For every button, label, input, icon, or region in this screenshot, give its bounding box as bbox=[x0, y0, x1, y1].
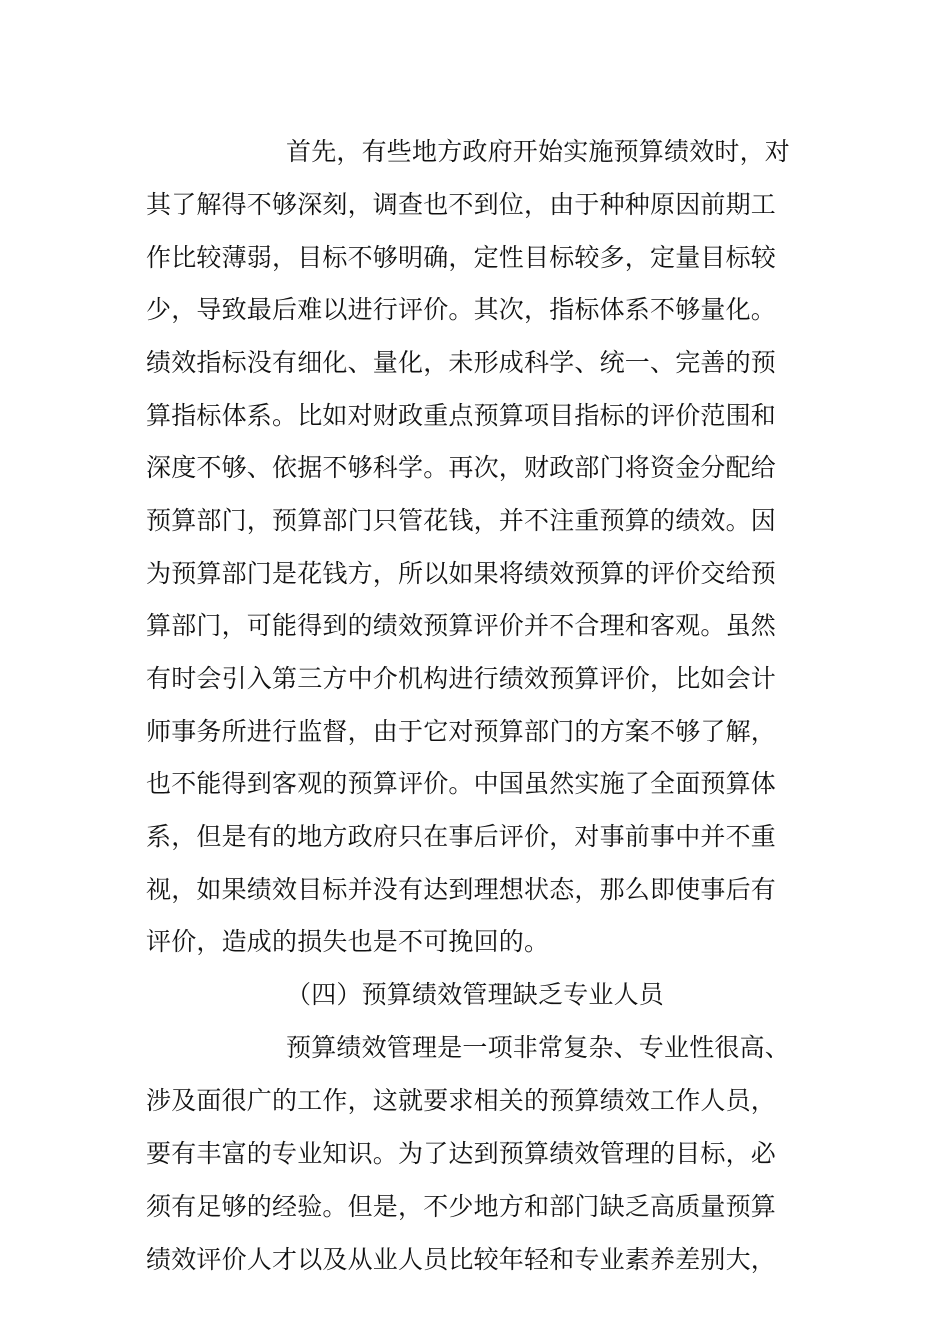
paragraph-1-line-6: 算指标体系。比如对财政重点预算项目指标的评价范围和 bbox=[146, 401, 777, 430]
section-heading: （四）预算绩效管理缺乏专业人员 bbox=[286, 980, 665, 1009]
paragraph-1-line-14: 系，但是有的地方政府只在事后评价，对事前事中并不重 bbox=[146, 822, 777, 851]
paragraph-1-line-15: 视，如果绩效目标并没有达到理想状态，那么即使事后有 bbox=[146, 875, 777, 904]
paragraph-1-line-2: 其了解得不够深刻，调查也不到位，由于种种原因前期工 bbox=[146, 190, 777, 219]
paragraph-1-line-9: 为预算部门是花钱方，所以如果将绩效预算的评价交给预 bbox=[146, 559, 777, 588]
paragraph-2-line-2: 涉及面很广的工作，这就要求相关的预算绩效工作人员， bbox=[146, 1086, 777, 1115]
paragraph-1-line-11: 有时会引入第三方中介机构进行绩效预算评价，比如会计 bbox=[146, 664, 777, 693]
paragraph-2-line-3: 要有丰富的专业知识。为了达到预算绩效管理的目标，必 bbox=[146, 1139, 777, 1168]
paragraph-2-line-5: 绩效评价人才以及从业人员比较年轻和专业素养差别大， bbox=[146, 1245, 777, 1274]
paragraph-1-line-16: 评价，造成的损失也是不可挽回的。 bbox=[146, 927, 550, 956]
paragraph-1-line-3: 作比较薄弱，目标不够明确，定性目标较多，定量目标较 bbox=[146, 243, 777, 272]
paragraph-1-line-4: 少，导致最后难以进行评价。其次，指标体系不够量化。 bbox=[146, 295, 777, 324]
paragraph-2-line-4: 须有足够的经验。但是，不少地方和部门缺乏高质量预算 bbox=[146, 1192, 777, 1221]
paragraph-2-line-1: 预算绩效管理是一项非常复杂、专业性很高、 bbox=[286, 1033, 791, 1062]
paragraph-1-line-10: 算部门，可能得到的绩效预算评价并不合理和客观。虽然 bbox=[146, 611, 777, 640]
paragraph-1-line-5: 绩效指标没有细化、量化，未形成科学、统一、完善的预 bbox=[146, 348, 777, 377]
paragraph-1-line-12: 师事务所进行监督，由于它对预算部门的方案不够了解， bbox=[146, 717, 777, 746]
paragraph-1-line-13: 也不能得到客观的预算评价。中国虽然实施了全面预算体 bbox=[146, 769, 777, 798]
paragraph-1-line-1: 首先，有些地方政府开始实施预算绩效时，对 bbox=[286, 137, 791, 166]
paragraph-1-line-8: 预算部门，预算部门只管花钱，并不注重预算的绩效。因 bbox=[146, 506, 777, 535]
paragraph-1-line-7: 深度不够、依据不够科学。再次，财政部门将资金分配给 bbox=[146, 453, 777, 482]
